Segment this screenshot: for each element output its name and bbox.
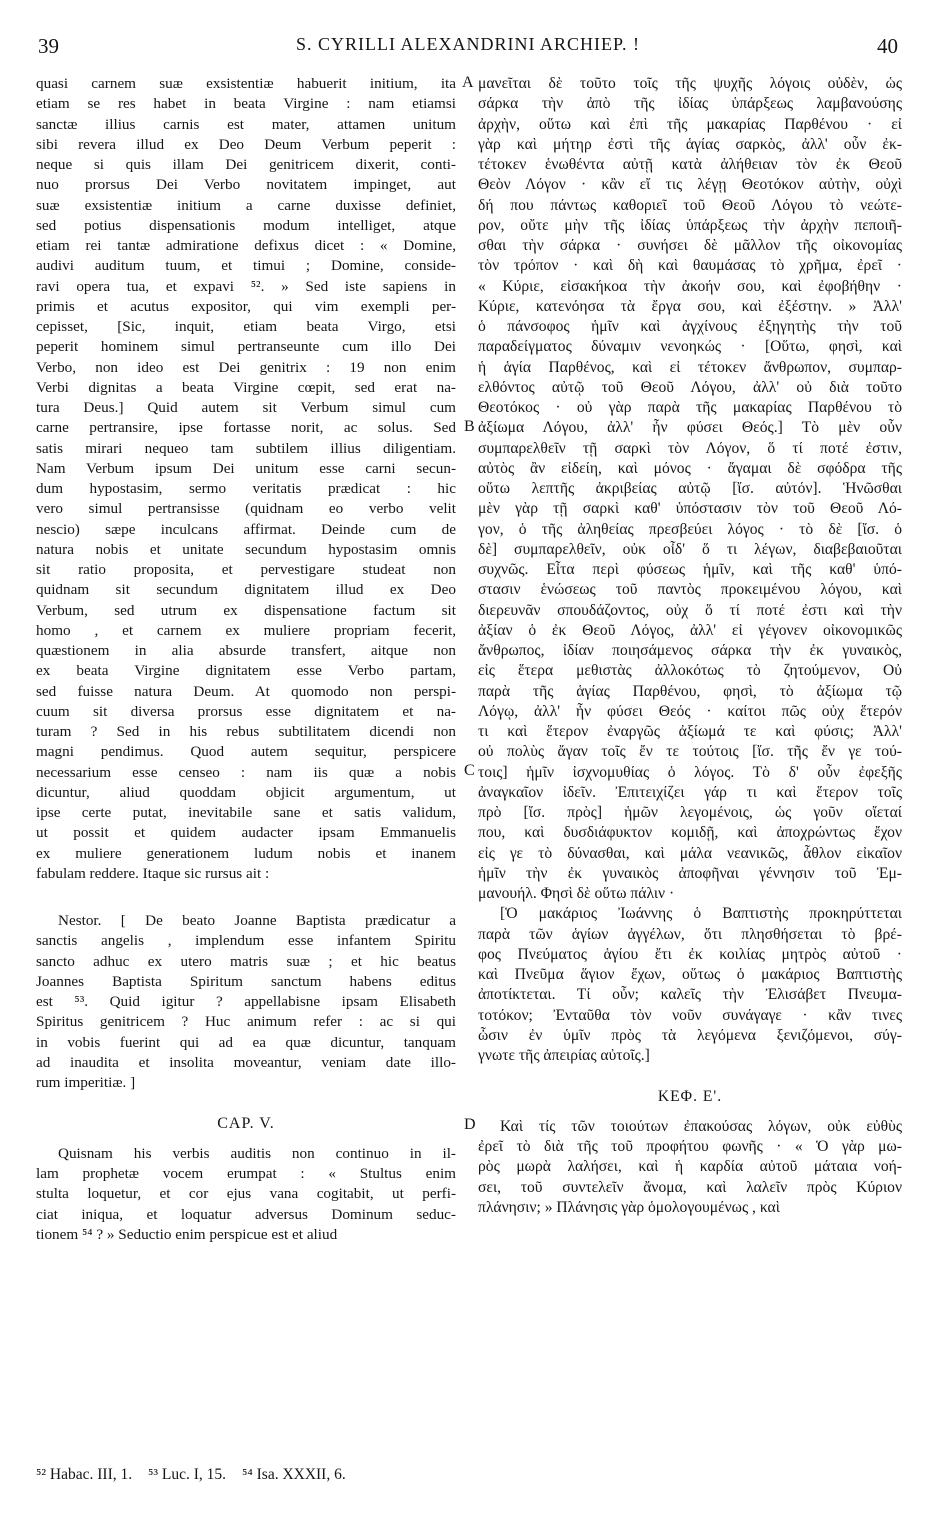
text-line: necessarium esse censeo : nam iis quæ a nobis bbox=[36, 763, 456, 781]
text-line: Spiritus genitricem ? Huc animum refer : ac si qui bbox=[36, 1013, 456, 1031]
text-line: stulta loquetur, et cor ejus vana cogitabit, ut perfi- bbox=[36, 1185, 456, 1203]
text-line: τοις] ἡμῖν ἰσχνομυθίας ὁ λόγος. Τὸ δ' οὖν ἐφεξῆς bbox=[478, 763, 902, 781]
section-marker-b: B bbox=[464, 418, 475, 435]
text-line: quidnam sit secundum dignitatem illud ex Deo bbox=[36, 581, 456, 599]
text-line: dum hypostasim, sermo veritatis prædicat : hic bbox=[36, 480, 456, 497]
text-line: homo , et carnem ex muliere propriam fecerit, bbox=[36, 621, 456, 639]
text-line: γνωτε τῆς ἀπειρίας αὐτοῖς.] bbox=[478, 1047, 650, 1064]
text-line: Verbi dignitas a beata Virgine cœpit, sed erat na- bbox=[36, 378, 456, 396]
text-line: γον, ὁ τῆς ἀληθείας πρεσβεύει λόγος · τὸ δὲ [ἴσ. ὁ bbox=[478, 520, 902, 538]
text-line: δὲ] συμπαρελθεῖν, οὐκ οἶδ' ὅ τι λέγων, διαβεβαιοῦται bbox=[478, 540, 902, 558]
text-line: ὁ πάνσοφος ἡμῖν καὶ ἀγχίνους ἐξηγητὴς τὴν τοῦ bbox=[478, 318, 902, 335]
text-line: παραδείγματος δύναμιν νενοηκώς · [Οὕτω, φησὶ, καὶ bbox=[478, 338, 902, 356]
text-line: sed potius dispensationis modum intelliget, atque bbox=[36, 216, 456, 234]
text-line: peperit hominem simul pertranseunte cum illo Dei bbox=[36, 338, 456, 356]
text-line: ἡμῖν τὴν ἐκ γυναικὸς ἀποφῆναι γέννησιν τοῦ Ἐμ- bbox=[478, 864, 902, 882]
latin-chapter-heading: CAP. V. bbox=[217, 1114, 275, 1132]
page-number-left: 39 bbox=[38, 34, 59, 58]
text-line: vero simul pertransisse (quidnam eo verbo velit bbox=[36, 500, 456, 518]
text-line: Verbo, non ideo est Dei genitrix : 19 non enim bbox=[36, 358, 456, 376]
text-line: ἐρεῖ τὸ διὰ τῆς τοῦ προφήτου φωνῆς · « Ὁ γὰρ μω- bbox=[478, 1138, 902, 1155]
text-line: natura nobis et unitate secundum hypostasim omnis bbox=[36, 540, 456, 558]
footnotes bbox=[36, 1466, 476, 1488]
text-line: cuum sit diversa prorsus esse dignitatem et na- bbox=[36, 702, 456, 720]
text-line: ἀρχὴν, οὕτω καὶ ἐπὶ τῆς μακαρίας Παρθένου · εἰ bbox=[478, 115, 902, 133]
greek-column bbox=[478, 74, 902, 1218]
text-line: ciat iniqua, et loquatur adversus Dominum seduc- bbox=[36, 1205, 456, 1223]
footnote: ⁵⁴ Isa. XXXII, 6. bbox=[241, 1466, 346, 1483]
text-line: παρὰ τῶν ἁγίων ἀγγέλων, ὅτι πλησθήσεται τὸ βρέ- bbox=[478, 925, 902, 943]
text-line: audivi auditum tuum, et timui ; Domine, conside- bbox=[36, 257, 456, 275]
text-line: etiam se res habet in beata Virgine : nam etiamsi bbox=[36, 95, 456, 113]
text-line: lam prophetæ vocem erumpat : « Stultus enim bbox=[36, 1165, 456, 1182]
text-line: στασιν ἑνώσεως τοῦ παντὸς προκειμένου λόγου, καὶ bbox=[478, 581, 902, 599]
text-line: quasi carnem suæ exsistentiæ habuerit initium, ita bbox=[36, 75, 456, 92]
text-line: nuo prorsus Dei Verbo novitatem impinget, aut bbox=[36, 176, 456, 194]
text-line: ex muliere generationem ludum nobis et inanem bbox=[36, 844, 456, 862]
text-line: παρὰ τῆς ἁγίας Παρθένου, φησὶ, τὸ ἀξίωμα τῷ bbox=[478, 682, 902, 700]
running-header bbox=[0, 34, 936, 66]
text-line: satis mirari nequeo tam subtilem illius diligentiam. bbox=[36, 439, 456, 457]
text-line: sanctæ illius carnis est mater, attamen unitum bbox=[36, 115, 456, 133]
latin-column bbox=[36, 74, 456, 1245]
text-line: σάρκα τὴν ἀπὸ τῆς ἰδίας ὑπάρξεως λαμβανούσης bbox=[478, 95, 902, 113]
text-line: πρὸ [ἴσ. πρὸς] ἡμῶν λεγομένοις, ὡς γοῦν οἴεταί bbox=[478, 804, 902, 821]
text-line: cepisset, [Sic, inquit, etiam beata Virgo, etsi bbox=[36, 318, 456, 335]
text-line: ρον, οὔτε μὴν τῆς ἰδίας ὑπάρξεως τὴν ἀρχὴν πεποιῆ- bbox=[478, 216, 902, 234]
text-line: Nestor. [ De beato Joanne Baptista prædicatur a bbox=[58, 912, 456, 929]
text-line: ex beata Virgine dignitatem esse Verbo partam, bbox=[36, 662, 456, 680]
text-line: εἰς γε τὸ δύνασθαι, καὶ μάλα νεανικῶς, ἆθλον εἰκαῖον bbox=[478, 844, 902, 862]
text-line: ipse certe putat, inevitabile sane et satis validum, bbox=[36, 804, 456, 821]
text-line: σθαι τὴν σάρκα · συνήσει δὲ μᾶλλον τῆς οἰκονομίας bbox=[478, 237, 902, 254]
text-line: συμπαρελθεῖν τῇ σαρκὶ τὸν Λόγον, ὅ τί ποτέ ἐστιν, bbox=[478, 439, 902, 457]
text-line: σει, τοῦ συντελεῖν ἄνομα, καὶ λαλεῖν πρὸς Κύριον bbox=[478, 1178, 902, 1196]
text-line: ελθόντος αὐτῷ τοῦ Θεοῦ Λόγου, ἀλλ' οὐ διὰ τοῦτο bbox=[478, 378, 902, 396]
text-line: « Κύριε, εἰσακήκοα τὴν ἀκοήν σου, καὶ ἐφοβήθην · bbox=[478, 277, 902, 295]
text-line: τέτοκεν ἑνωθέντα αὐτῇ κατὰ ἀλήθειαν τὸν ἐκ Θεοῦ bbox=[478, 156, 902, 173]
page-number-right: 40 bbox=[877, 34, 898, 58]
text-line: suæ exsistentiæ initium a carne duxisse definiet, bbox=[36, 196, 456, 214]
text-line: Nam Verbum ipsum Dei unitum esse carni secun- bbox=[36, 459, 456, 477]
text-line: tionem ⁵⁴ ? » Seductio enim perspicue est et aliud bbox=[36, 1225, 338, 1243]
text-line: primis et acutus expositor, qui vim exempli per- bbox=[36, 297, 456, 315]
latin-nestor-quote bbox=[36, 911, 456, 1093]
text-line: sancto adhuc ex utero matris suæ ; et hic beatus bbox=[36, 952, 456, 970]
latin-chapter-text bbox=[36, 1144, 456, 1245]
text-line: που, καὶ δυσδιάφυκτον κομιδῇ, καὶ ἀποχρώντως ἔχον bbox=[478, 824, 902, 842]
text-line: μὲν γὰρ τῇ σαρκὶ καθ' ὑπόστασιν τὸν τοῦ Θεοῦ Λό- bbox=[478, 500, 902, 518]
text-line: οὕτω λεπτῆς ἀκριβείας αὐτῷ [ἴσ. αὐτόν]. Ἡνῶσθαι bbox=[478, 480, 902, 497]
text-line: γὰρ καὶ μήτηρ ἐστὶ τῆς ἁγίας σαρκὸς, ἀλλ' οὖν ἐκ- bbox=[478, 135, 902, 153]
text-line: sibi revera illud ex Deo Deum Verbum peperit : bbox=[36, 135, 456, 153]
text-line: Verbum, sed utrum ex dispensatione factum sit bbox=[36, 601, 456, 619]
text-line: magni pendimus. Quod autem sequitur, perspicere bbox=[36, 743, 456, 761]
greek-nestor-quote bbox=[478, 904, 902, 1066]
text-line: sanctis angelis , implendum esse infantem Spiritu bbox=[36, 932, 456, 950]
text-line: ἀποτίκτεται. Τί οὖν; καλεῖς τὴν Ἐλισάβετ Πνευμα- bbox=[478, 986, 902, 1004]
section-marker-d: D bbox=[464, 1116, 476, 1133]
text-line: δή που πάντως καθοριεῖ τοῦ Θεοῦ Λόγου τὸ νεώτε- bbox=[478, 196, 902, 214]
text-line: Θεοτόκος · οὐ γὰρ παρὰ τῆς μακαρίας Παρθένου τὸ bbox=[478, 399, 902, 416]
text-line: [Ὁ μακάριος Ἰωάννης ὁ Βαπτιστὴς προκηρύττεται bbox=[500, 905, 902, 923]
text-line: in vobis fuerint qui ad ea quæ dicuntur, tanquam bbox=[36, 1033, 456, 1051]
running-title: S. CYRILLI ALEXANDRINI ARCHIEP. ! bbox=[295, 34, 640, 54]
text-line: Joannes Baptista Spiritum sanctum habens editus bbox=[36, 972, 456, 990]
text-line: Λόγῳ, ἀλλ' ἦν φύσει Θεός · καίτοι πῶς οὐχ ἕτερόν bbox=[478, 702, 902, 720]
text-line: διερευνᾶν σπουδάζοντος, οὐχ ὅ τί ποτέ ἐστι καὶ τὴν bbox=[478, 601, 902, 619]
text-line: ἀναγκαῖον ἰδεῖν. Ἐπιτειχίζει γάρ τι καὶ ἕτερον τοῖς bbox=[478, 783, 902, 801]
text-line: quæstionem in alia absurde transfert, aitque non bbox=[36, 642, 456, 659]
greek-chapter-text bbox=[478, 1117, 902, 1218]
text-line: τὸν τρόπον · καὶ δὴ καὶ θαυμάσας τὸ χρῆμα, ἐρεῖ · bbox=[478, 257, 902, 275]
footnote: ⁵² Habac. III, 1. bbox=[36, 1466, 133, 1483]
text-line: Quisnam his verbis auditis non continuo in il- bbox=[58, 1144, 456, 1162]
text-line: ὦσιν ἐν ὑμῖν πρὸς τὰ λεγόμενα ξενιζόμενοι, σύγ- bbox=[478, 1026, 902, 1044]
text-line: sed fuisse natura Deum. At quomodo non perspi- bbox=[36, 682, 456, 700]
text-line: ρὸς μωρὰ λαλήσει, καὶ ἡ καρδία αὐτοῦ μάταια νοή- bbox=[478, 1158, 902, 1176]
text-line: etiam rei tantæ admiratione defixus dicet : « Domine, bbox=[36, 237, 456, 254]
text-line: φος Πνεύματος ἁγίου ἔτι ἐκ κοιλίας μητρὸς αὐτοῦ · bbox=[478, 945, 902, 963]
text-line: καὶ Πνεῦμα ἅγιον ἔχων, οὕτως ὁ μακάριος Βαπτιστὴς bbox=[478, 966, 902, 983]
latin-main-text bbox=[36, 74, 456, 884]
text-line: ἄνθρωπος, ἰδίαν ποιησάμενος σάρκα τὴν ἐκ γυναικὸς, bbox=[478, 642, 902, 659]
text-line: ravi opera tua, et expavi ⁵². » Sed iste sapiens in bbox=[36, 277, 456, 295]
text-line: ἀξίαν ὁ ἐκ Θεοῦ Λόγος, ἀλλ' εἰ γέγονεν οἰκονομικῶς bbox=[478, 621, 902, 639]
text-line: ἡ ἁγία Παρθένος, καὶ εἰ τέτοκεν ἄνθρωπον, συμπαρ- bbox=[478, 358, 902, 376]
text-line: οὐ πολὺς ἄγαν τοῖς ἔν τε τούτοις [ἴσ. τῆς ἔν γε τού- bbox=[478, 743, 902, 761]
text-line: συχνῶς. Εἶτα περὶ φύσεως ἡμῖν, καὶ τῆς καθ' ὑπό- bbox=[478, 561, 902, 578]
text-line: Καὶ τίς τῶν τοιούτων ἐπακούσας λόγων, οὐκ εὐθὺς bbox=[500, 1117, 902, 1135]
section-marker-c: C bbox=[464, 762, 475, 779]
text-line: turam ? Sed in his rebus subtilitatem dicendi non bbox=[36, 723, 456, 740]
text-line: τοτόκον; Ἐνταῦθα τὸν νοῦν συνάγαγε · κἂν τινες bbox=[478, 1006, 902, 1024]
text-line: fabulam reddere. Itaque sic rursus ait : bbox=[36, 864, 270, 882]
text-line: est ⁵³. Quid igitur ? appellabisne ipsam Elisabeth bbox=[36, 993, 456, 1010]
text-line: Κύριε, κατενόησα τὰ ἔργα σου, καὶ ἐξέστην. » Ἀλλ' bbox=[478, 297, 902, 315]
section-marker-a: A bbox=[462, 74, 474, 91]
text-line: εἰς ἕτερα μεθιστὰς ἀλλοκότως τὸ ζητούμενον, Οὐ bbox=[478, 662, 902, 680]
text-line: tura Deus.] Quid autem sit Verbum simul cum bbox=[36, 399, 456, 416]
footnote: ⁵³ Luc. I, 15. bbox=[148, 1466, 227, 1483]
text-line: ut possit et quidem audacter ipsam Emmanuelis bbox=[36, 824, 456, 842]
text-line: μανουήλ. Φησὶ δὲ οὕτω πάλιν · bbox=[478, 885, 675, 902]
greek-main-text bbox=[478, 74, 902, 904]
text-line: ad inaudita et insolita moveantur, veniam date illo- bbox=[36, 1053, 456, 1071]
text-line: carne pertransire, ipse fortasse norit, ac solus. Sed bbox=[36, 419, 456, 437]
text-line: sit ratio proposita, et pervestigare studeat non bbox=[36, 561, 456, 578]
greek-chapter-heading: ΚΕΦ. Ε'. bbox=[657, 1087, 723, 1105]
text-line: μανεῖται δὲ τοῦτο τοῖς τῆς ψυχῆς λόγοις οὐδὲν, ὡς bbox=[478, 75, 902, 92]
text-line: dicuntur, aliud quoddam objicit argumentum, ut bbox=[36, 783, 456, 801]
text-line: ἀξίωμα Λόγου, ἀλλ' ἦν φύσει Θεός.] Τὸ μὲν οὖν bbox=[478, 419, 902, 437]
text-line: rum imperitiæ. ] bbox=[36, 1074, 136, 1091]
text-line: neque si quis illam Dei genitricem dixerit, conti- bbox=[36, 156, 456, 173]
text-line: αὐτὸς ἂν εἰδείη, καὶ μόνος · ἄγαμαι δὲ σφόδρα τῆς bbox=[478, 459, 902, 477]
text-line: nescio) sæpe inculcans affirmat. Deinde cum de bbox=[36, 520, 456, 538]
text-line: πλάνησιν; » Πλάνησις γὰρ ὁμολογουμένως , καὶ bbox=[478, 1198, 780, 1216]
text-line: Θεὸν Λόγον · κἂν εἴ τις λέγῃ Θεοτόκον αὐτὴν, οὐχὶ bbox=[478, 176, 902, 194]
text-line: τι καὶ ἕτερον ἐναργῶς ἀξίωμά τε καὶ φύσις; Ἀλλ' bbox=[478, 723, 902, 740]
